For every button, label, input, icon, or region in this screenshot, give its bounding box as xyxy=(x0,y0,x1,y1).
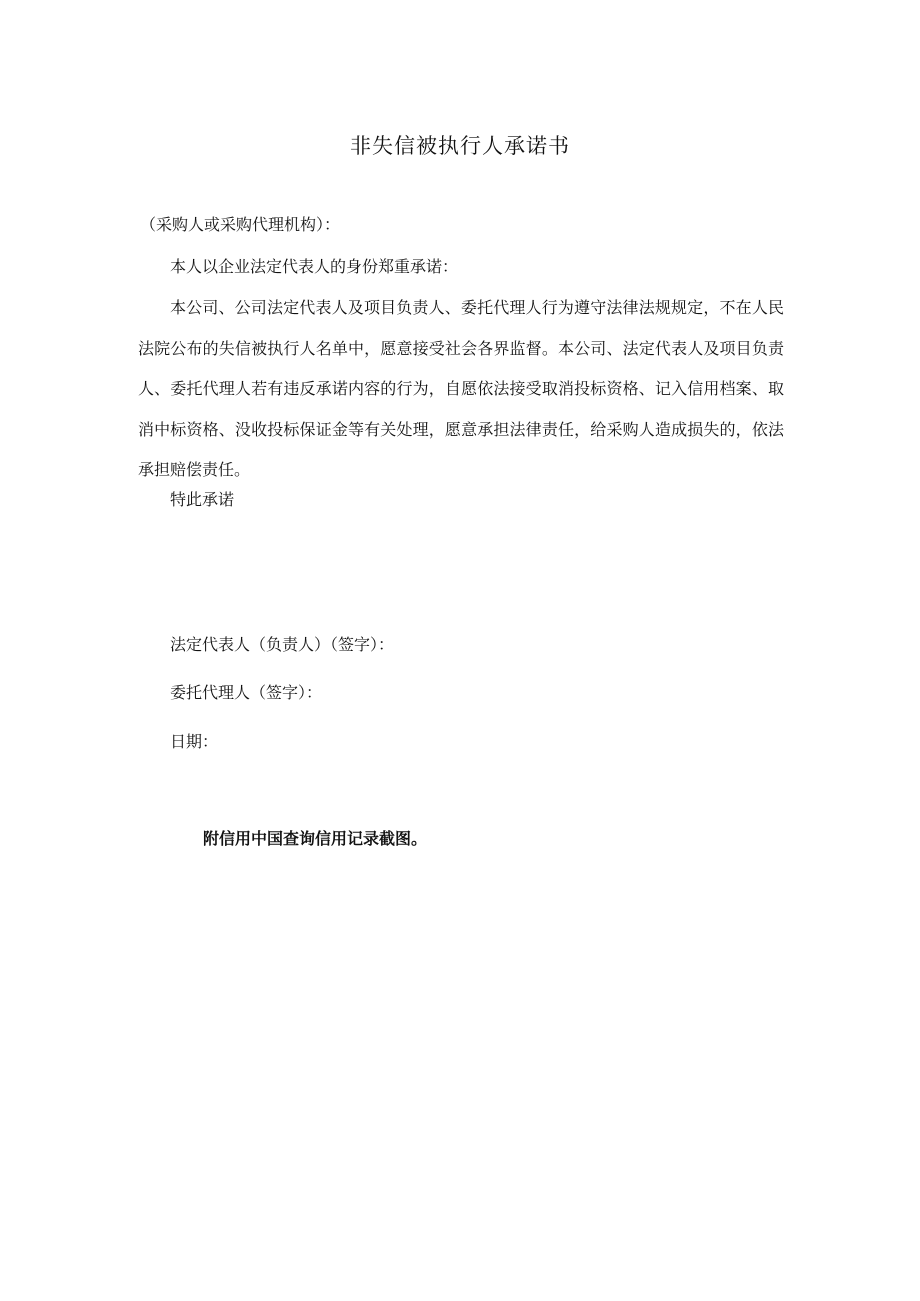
closing-line: 特此承诺 xyxy=(170,490,235,509)
intro-paragraph: 本人以企业法定代表人的身份郑重承诺： xyxy=(170,257,459,276)
attachment-note: 附信用中国查询信用记录截图。 xyxy=(203,829,428,848)
legal-representative-signature-line: 法定代表人（负责人）（签字）： xyxy=(170,635,395,654)
date-line: 日期： xyxy=(170,732,219,751)
agent-signature-line: 委托代理人（签字）： xyxy=(170,683,323,702)
addressee-line: （采购人或采购代理机构）： xyxy=(140,215,341,234)
commitment-paragraph: 本公司、公司法定代表人及项目负责人、委托代理人行为遵守法律法规规定，不在人民法院公布的失信被执行人名单中，愿意接受社会各界监督。本公司、法定代表人及项目负责人、委托代理人若有违反承诺内容的行为，自愿依法接受取消投标资格、记入信用档案、取消中标资格、没收投标保证金等有关处理，愿意承担法律责任，给采购人造成损失的，依法承担赔偿责任。 xyxy=(138,298,784,479)
document-title: 非失信被执行人承诺书 xyxy=(350,134,570,158)
